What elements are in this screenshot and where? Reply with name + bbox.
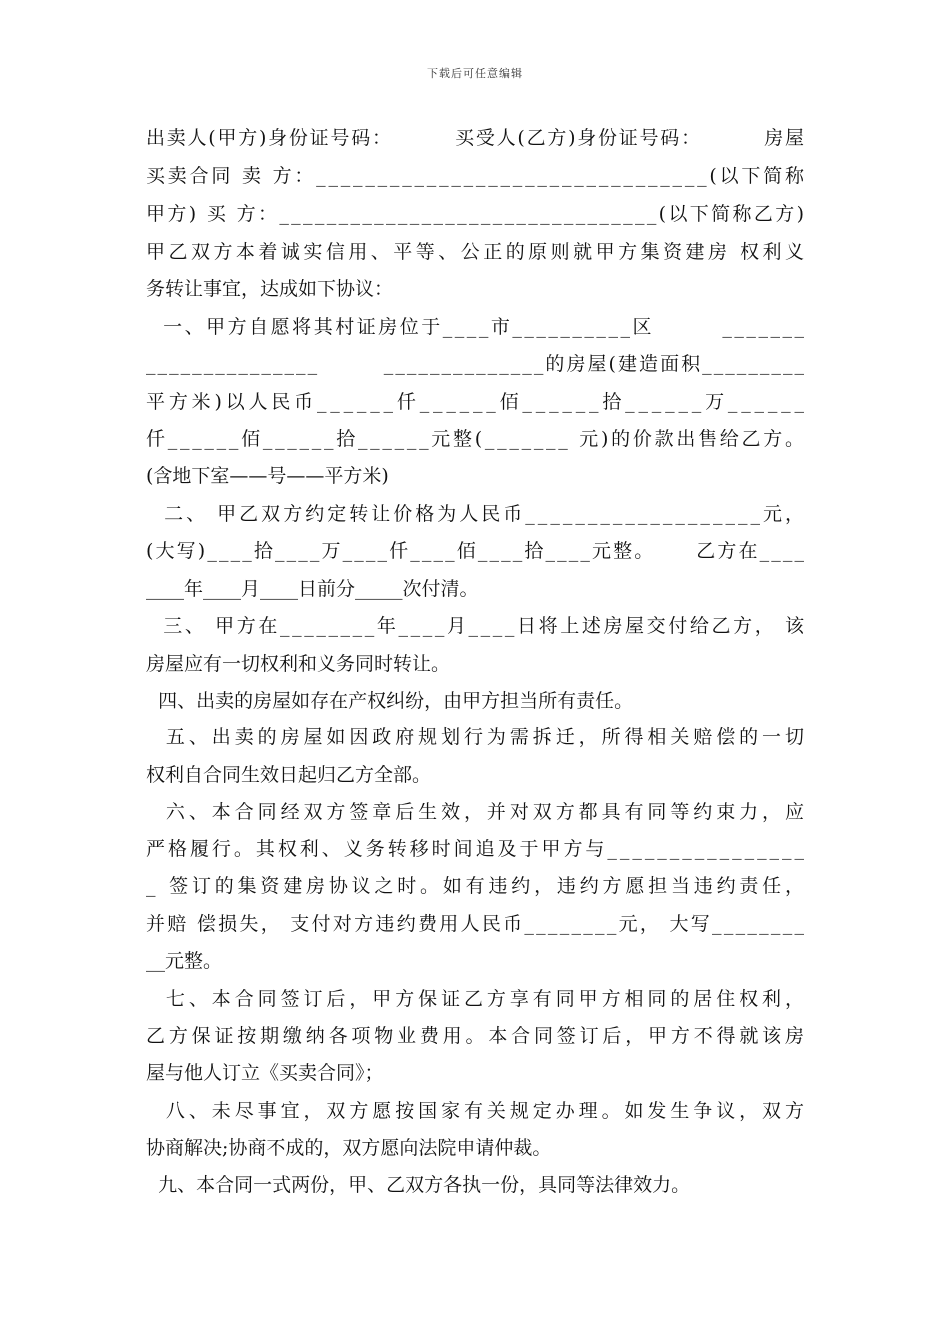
contract-line: 四、出卖的房屋如存在产权纠纷，由甲方担当所有责任。 [146, 690, 634, 712]
contract-line: 乙方保证按期缴纳各项物业费用。本合同签订后，甲方不得就该房 [146, 1025, 808, 1047]
contract-line: ____年____月____日前分_____次付清。 [146, 578, 479, 600]
contract-line: 仟______佰______拾______元整(_______ 元)的价款出售给乙方。 [146, 428, 807, 450]
contract-line: __元整。 [146, 950, 223, 972]
contract-line: 甲乙双方本着诚实信用、平等、公正的原则就甲方集资建房 权利义 [146, 241, 808, 263]
contract-line: 权利自合同生效日起归乙方全部。 [146, 764, 432, 786]
contract-line: 并赔 偿损失， 支付对方违约费用人民币________元， 大写________ [146, 913, 807, 935]
contract-line: 出卖人(甲方)身份证号码： 买受人(乙方)身份证号码： 房屋 [146, 127, 806, 149]
contract-line: 六、本合同经双方签章后生效，并对双方都具有同等约束力，应 [146, 801, 808, 823]
contract-line: 甲方) 买 方：________________________________(以下简称乙方) [146, 203, 807, 225]
contract-line: 九、本合同一式两份，甲、乙双方各执一份，具同等法律效力。 [146, 1174, 691, 1196]
contract-line: 八、未尽事宜，双方愿按国家有关规定办理。如发生争议，双方 [146, 1100, 808, 1122]
contract-line: _______________ ______________的房屋(建造面积_________ [146, 353, 807, 375]
contract-line: (大写)____拾____万____仟____佰____拾____元整。 乙方在____ [146, 540, 807, 562]
page-header: 下载后可任意编辑 [427, 67, 523, 80]
contract-line: 屋与他人订立《买卖合同》； [146, 1062, 384, 1084]
contract-line: 七、本合同签订后，甲方保证乙方享有同甲方相同的居住权利， [146, 988, 808, 1010]
contract-line: 买卖合同 卖 方：________________________________(以下简称 [146, 165, 807, 187]
contract-line: (含地下室——号——平方米) [146, 465, 389, 487]
contract-line: 二、 甲乙双方约定转让价格为人民币___________________元， [146, 503, 808, 525]
contract-line: 三、 甲方在________年____月____日将上述房屋交付给乙方， 该 [146, 615, 807, 637]
contract-line: 协商解决;协商不成的，双方愿向法院申请仲裁。 [146, 1137, 552, 1159]
contract-line: 严格履行。其权利、义务转移时间追及于甲方与________________ [146, 838, 807, 860]
contract-line: 一、甲方自愿将其村证房位于____市__________区 _______ [146, 316, 807, 338]
contract-line: 务转让事宜，达成如下协议： [146, 278, 394, 300]
contract-line: 房屋应有一切权利和义务同时转让。 [146, 653, 451, 675]
contract-line: _ 签订的集资建房协议之时。如有违约，违约方愿担当违约责任， [146, 875, 808, 897]
contract-line: 平方米)以人民币______仟______佰______拾______万______ [146, 391, 808, 413]
contract-line: 五、出卖的房屋如因政府规划行为需拆迁，所得相关赔偿的一切 [146, 726, 808, 748]
